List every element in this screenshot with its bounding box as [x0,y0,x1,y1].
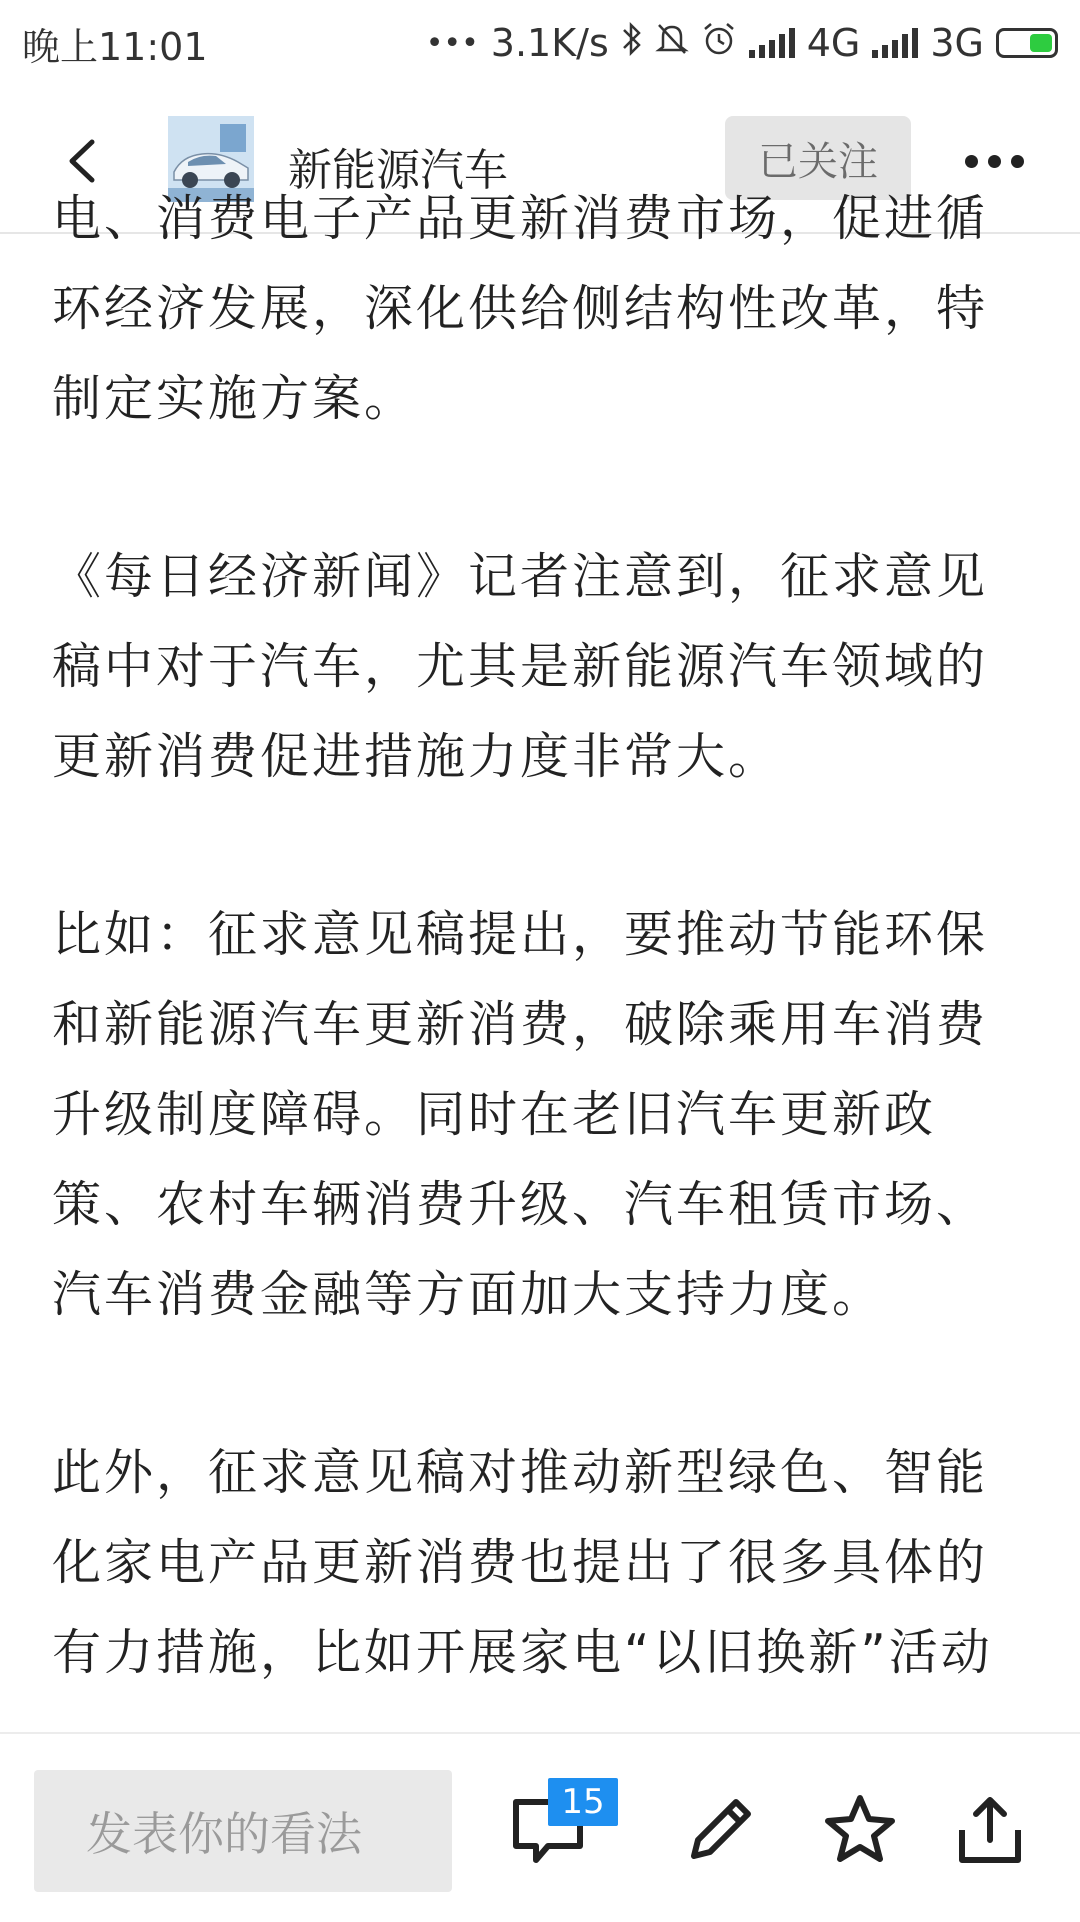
more-dot-icon [988,155,1001,168]
net-3g: 3G [930,21,984,65]
write-button[interactable] [680,1790,760,1870]
signal-icon [749,28,795,58]
star-icon [820,1790,900,1870]
share-icon [950,1790,1030,1870]
bluetooth-icon [621,21,643,66]
net-speed: 3.1K/s [490,21,609,65]
channel-title: 新能源汽车 [288,145,508,196]
more-options-button[interactable] [965,146,1035,176]
net-4g: 4G [806,21,861,65]
follow-button[interactable]: 已关注 [725,116,911,200]
pencil-icon [680,1790,760,1870]
status-bar [0,0,1080,86]
more-dot-icon [1011,155,1024,168]
article-paragraph: 《每日经济新闻》记者注意到，征求意见稿中对于汽车，尤其是新能源汽车领域的更新消费促进措施力度非常大。 [52,548,989,785]
comment-input[interactable]: 发表你的看法 [34,1770,452,1892]
comment-count-badge: 15 [548,1778,618,1826]
article-body[interactable] [52,190,1028,1732]
status-dots: ••• [425,25,479,61]
battery-icon [996,28,1058,58]
more-dot-icon [965,155,978,168]
share-button[interactable] [950,1790,1030,1870]
article-paragraph: 比如：征求意见稿提出，要推动节能环保和新能源汽车更新消费，破除乘用车消费升级制度障碍。同时在老旧汽车更新政策、农村车辆消费升级、汽车租赁市场、汽车消费金融等方面加大支持力度。 [52,906,989,1323]
signal-icon-2 [872,28,918,58]
article-paragraph: 此外，征求意见稿对推动新型绿色、智能化家电产品更新消费也提出了很多具体的有力措施，比如开展家电“以旧换新”活动 [52,1444,993,1681]
alarm-icon [701,21,737,66]
mute-icon [655,21,689,66]
bottom-action-bar [0,1732,1080,1922]
article-paragraph: 电、消费电子产品更新消费市场，促进循环经济发展，深化供给侧结构性改革，特制定实施方案。 [52,190,989,427]
status-time: 晚上11:01 [22,24,208,69]
favorite-button[interactable] [820,1790,900,1870]
status-icons [426,21,1058,66]
